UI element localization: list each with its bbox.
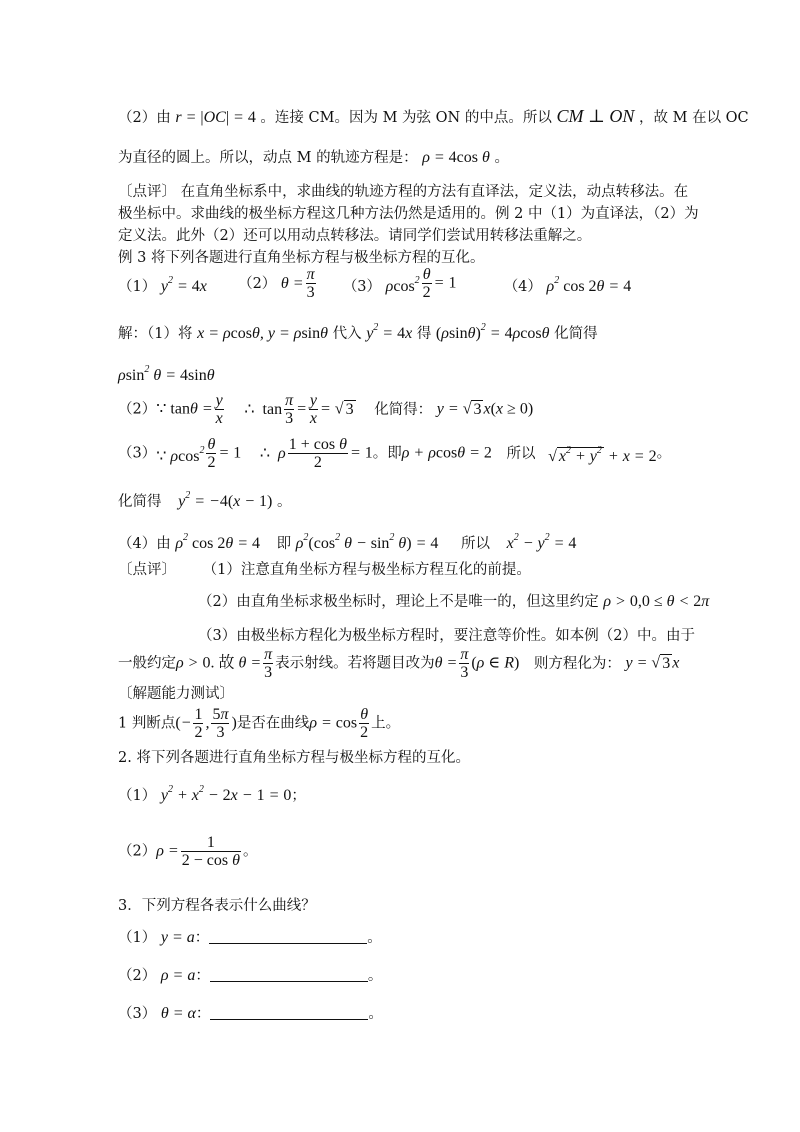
text: 为直径的圆上。所以，动点 M 的轨迹方程是：	[118, 150, 418, 166]
note2-b: （2）由直角坐标求极坐标时，理论上不是唯一的，但这里约定 ρ > 0,0 ≤ θ < 2π	[198, 593, 710, 610]
example3-items: （1） $y^2 = 4x$ （2） θ = $\frac{\pi}{3}$ （3） ρcos$^2$ $\frac{\theta}{2}$ = 1 （4） $\rho^2$ cos 2θ = 4	[118, 266, 632, 301]
line-1	[118, 106, 749, 128]
test-q1: 1 判断点(− $\frac{1}{2}$ , $\frac{5\pi}{3}$ )是否在曲线ρ = cos $\frac{\theta}{2}$ 上。	[118, 706, 401, 741]
text: 。连接 CM。因为 M 为弦 ON 的中点。所以	[260, 110, 552, 126]
test-q3-2: （2） ρ = a： 。	[118, 967, 383, 984]
solution-2: （2）∵ tanθ = $\frac{y}{x}$ ∴ tan $\frac{\pi}{3}$ = $\frac{y}{x}$ = √ 3 化简得： y = √ 3 x(x ≥ 0)	[118, 392, 534, 427]
test-q3-1: （1） y = a： 。	[118, 929, 382, 946]
solution-line-2: ρsin$^2$ θ = 4sinθ	[118, 364, 215, 384]
note2-d: 一般约定ρ > 0. 故 θ = $\frac{\pi}{3}$ 表示射线。若将题目改为θ = $\frac{\pi}{3}$ (ρ ∈ R) 则方程化为： y = √ 3 x	[118, 646, 680, 681]
answer-blank[interactable]	[210, 1005, 368, 1020]
answer-blank[interactable]	[210, 967, 368, 982]
solution-line-1: 解：（1）将 x = ρcosθ, y = ρsinθ 代入 $y^2 = 4x$ 得 $(\rho\sin\theta)^2 = 4\rho\cos\theta$ 化简得	[118, 322, 598, 342]
test-heading: 〔解题能力测试〕	[118, 686, 234, 702]
note2-a: 〔点评〕 （1）注意直角坐标方程与极坐标方程互化的前提。	[118, 562, 531, 578]
line-2	[118, 148, 509, 168]
solution-3b: 化简得 $y^2 = -4(x - 1)$ 。	[118, 490, 292, 510]
text: ，故 M 在以 OC	[639, 110, 749, 126]
example3-heading: 例 3 将下列各题进行直角坐标方程与极坐标方程的互化。	[118, 250, 485, 266]
test-q2-2: （2）ρ = $\frac{1}{\text{2 − cos θ}}$ 。	[118, 834, 258, 869]
solution-4: （4）由 $\rho^2$ cos 2θ = 4 即 $\rho^2(\cos^2$ $\theta - \sin^2 \theta) = 4$ 所以 $x^2 - y^2 = 4$	[118, 532, 577, 552]
solution-3: （3）∵ ρcos$^2$ $\frac{\theta}{2}$ = 1 ∴ ρ $\frac{\text{1 + cos θ}}{2}$ = 1。即ρ + ρcosθ = 2 所以 √ $x^2 + y^2 + x = 2$。	[118, 436, 672, 471]
math: ρ = 4cos θ	[422, 149, 490, 166]
note2-c: （3）由极坐标方程化为极坐标方程时，要注意等价性。如本例（2）中。由于	[198, 628, 695, 644]
text: 。	[494, 150, 509, 166]
note1-line-3: 定义法。此外（2）还可以用动点转移法。请同学们尝试用转移法重解之。	[118, 228, 592, 244]
test-q3: 3．下列方程各表示什么曲线？	[118, 898, 316, 914]
test-q3-3: （3） θ = α： 。	[118, 1005, 383, 1022]
answer-blank[interactable]	[209, 929, 367, 944]
text: （2）由	[118, 110, 171, 126]
math: CM ⊥ ON	[556, 106, 635, 126]
note1-line-2: 极坐标中。求曲线的极坐标方程这几种方法仍然是适用的。例 2 中（1）为直译法，（2）为	[118, 206, 699, 222]
test-q2-1: （1） $y^2 + x^2 - 2x - 1 = 0$；	[118, 784, 306, 804]
test-q2: 2. 将下列各题进行直角坐标方程与极坐标方程的互化。	[118, 750, 470, 766]
note1-line-1: 〔点评〕 在直角坐标系中，求曲线的轨迹方程的方法有直译法，定义法，动点转移法。在	[118, 184, 689, 200]
math: r = |OC| = 4	[175, 109, 256, 126]
